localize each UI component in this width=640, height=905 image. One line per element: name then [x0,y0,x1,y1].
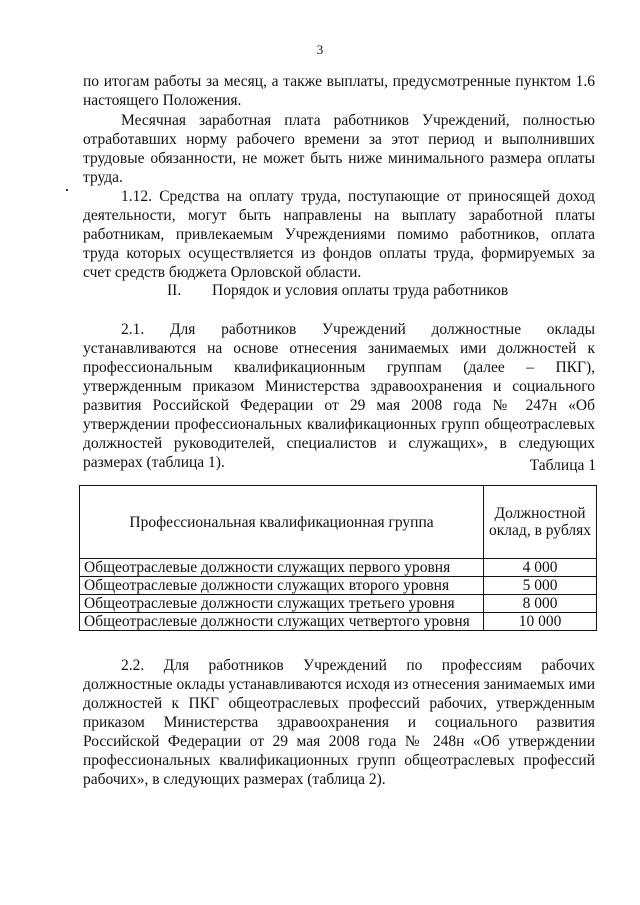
table-1-label: Таблица 1 [529,457,596,474]
table-row [80,577,597,595]
row-group: Общеотраслевые должности служащих четвертого уровня [80,613,484,631]
row-group: Общеотраслевые должности служащих второго уровня [80,577,484,595]
paragraph-minimum-wage: Месячная заработная плата работников Учреждений, полностью отработавших норму рабочего времени за этот период и выполнивших трудовые обязанности, не может быть ниже минимального размера оплаты труда. [83,112,595,186]
header-group: Профессиональная квалификационная группа [80,486,484,559]
row-salary: 4 000 [484,559,597,577]
paragraph-1-12: 1.12. Средства на оплату труда, поступающие от приносящей доход деятельности, могут быть направлены на выплату заработной платы работникам, привлекаемым Учреждениями помимо работников, оплата труда которых осуществляется из фондов оплаты труда, формируемых за счет средств бюджета Орловской области. [83,188,595,281]
table-row [80,595,597,613]
table-header-row [80,486,597,559]
row-group: Общеотраслевые должности служащих третьего уровня [80,595,484,613]
section-number: II. [167,282,182,299]
row-salary: 8 000 [484,595,597,613]
header-salary: Должностной оклад, в рублях [484,486,597,559]
row-salary: 5 000 [484,577,597,595]
paragraph-continuation: по итогам работы за месяц, а также выплаты, предусмотренные пунктом 1.6 настоящего Положения. [83,73,595,109]
salary-table-1 [79,485,597,631]
row-salary: 10 000 [484,613,597,631]
paragraph-2-2: 2.2. Для работников Учреждений по профессиям рабочих должностные оклады устанавливаются исходя из отнесения занимаемых ими должностей к ПКГ общеотраслевых профессий рабочих, утвержденным приказом Министерства здравоохранения и социального развития Российской Федерации от 29 мая 2008 года № 248н «Об утверждении профессиональных квалификационных групп общеотраслевых профессий рабочих», в следующих размерах (таблица 2). [83,657,595,788]
table-row [80,613,597,631]
table-row [80,559,597,577]
row-group: Общеотраслевые должности служащих первого уровня [80,559,484,577]
page-number: 3 [316,42,324,57]
section-title: Порядок и условия оплаты труда работников [212,282,509,299]
paragraph-2-1: 2.1. Для работников Учреждений должностные оклады устанавливаются на основе отнесения занимаемых ими должностей к профессиональным квалификационным группам (далее – ПКГ), утвержденным приказом Министерства здравоохранения и социального развития Российской Федерации от 29 мая 2008 года № 247н «Об утверждении профессиональных квалификационных групп общеотраслевых должностей руководителей, специалистов и служащих», в следующих размерах (таблица 1). [83,321,595,471]
scan-mark [66,189,68,191]
